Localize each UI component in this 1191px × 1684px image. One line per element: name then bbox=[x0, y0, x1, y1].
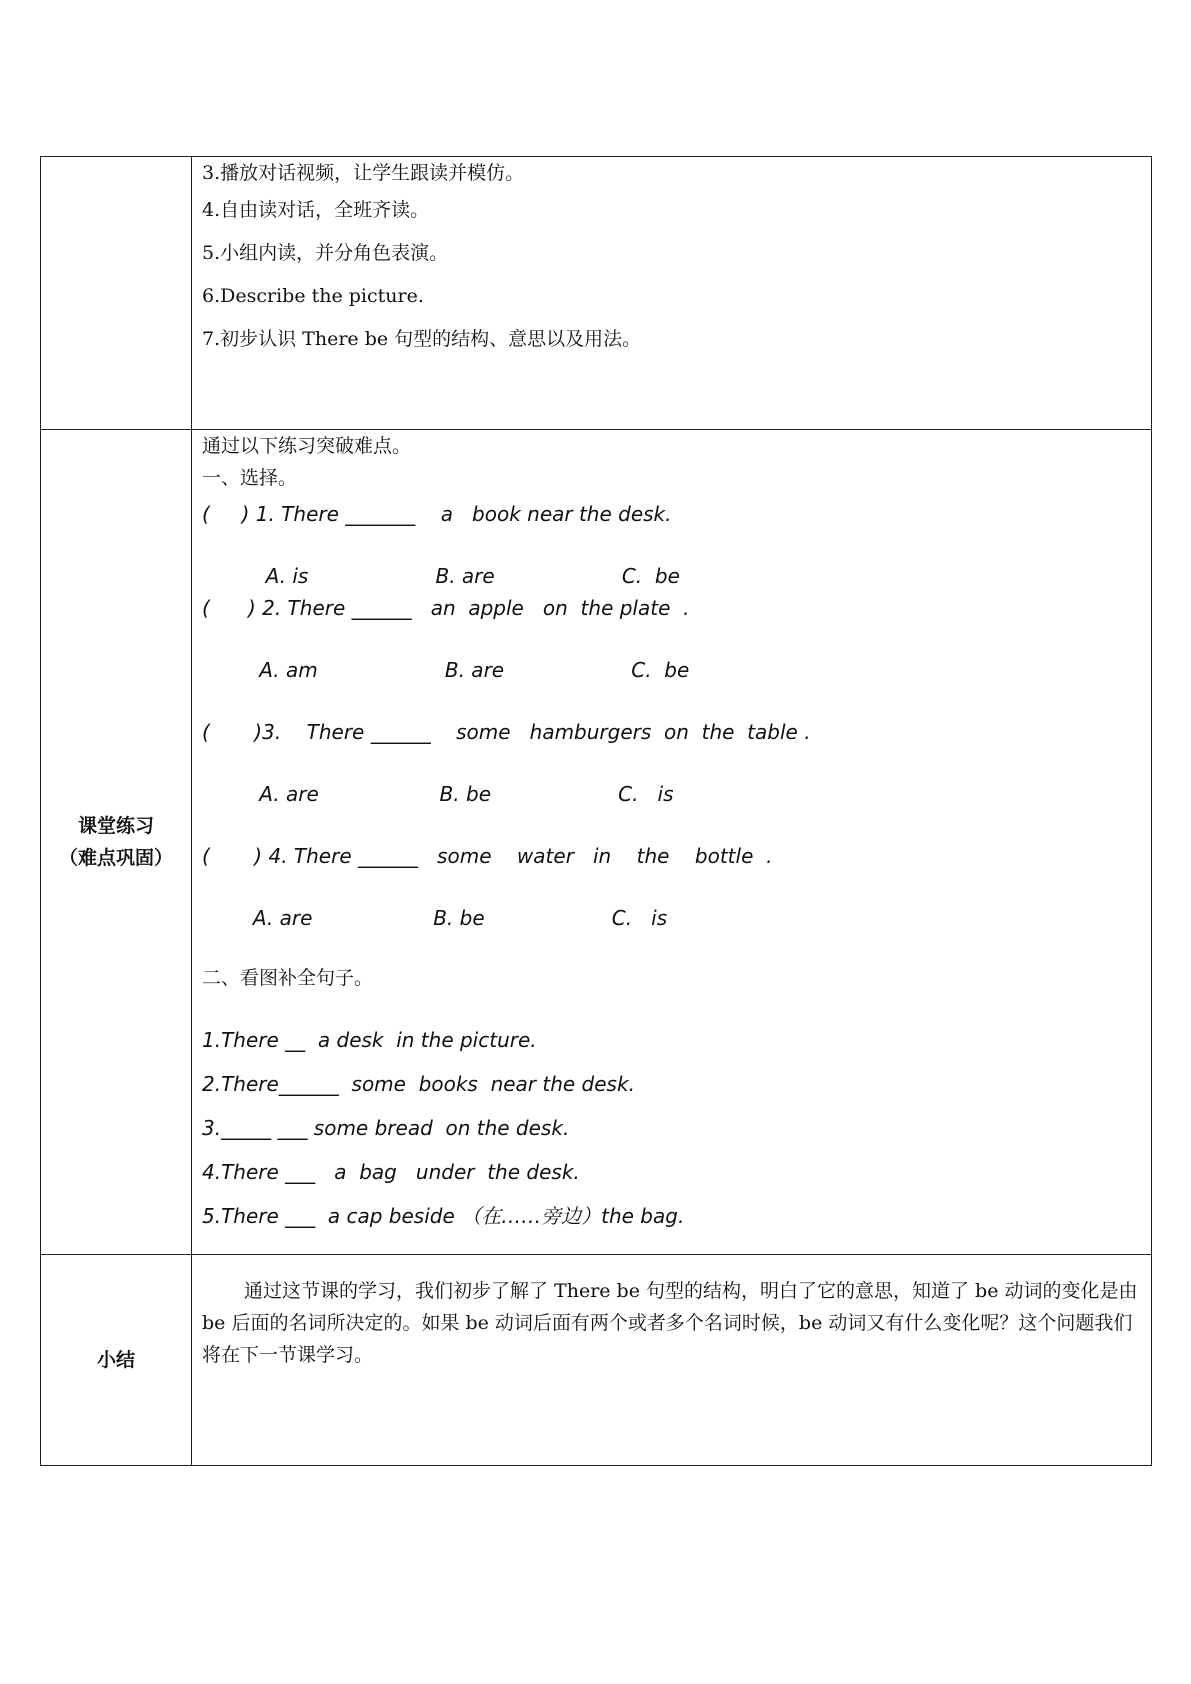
practice-label-line1: 课堂练习 bbox=[77, 815, 154, 837]
procedure-cell bbox=[192, 157, 1152, 430]
fill-item: 3._____ ___ some bread on the desk. bbox=[202, 1116, 570, 1140]
question-stem: ( ) 1. There _______ a book near the desk. bbox=[202, 502, 672, 526]
fill-list bbox=[202, 1018, 1141, 1238]
step-item: 6.Describe the picture. bbox=[202, 285, 424, 307]
summary-cell bbox=[192, 1255, 1152, 1466]
practice-label-line2: （难点巩固） bbox=[58, 847, 173, 869]
fill-item: 5.There ___ a cap beside （在……旁边）the bag. bbox=[202, 1204, 685, 1228]
row-label-summary: 小结 bbox=[41, 1255, 192, 1466]
step-item: 3.播放对话视频，让学生跟读并模仿。 bbox=[202, 162, 525, 184]
table-row bbox=[41, 157, 1152, 430]
question-options: A. is B. are C. be bbox=[202, 564, 680, 588]
part2-title: 二、看图补全句子。 bbox=[202, 967, 374, 989]
step-item: 4.自由读对话，全班齐读。 bbox=[202, 199, 430, 221]
question-options: A. are B. be C. is bbox=[202, 906, 668, 930]
question-stem: ( )3. There ______ some hamburgers on the table . bbox=[202, 720, 811, 744]
part1-title: 一、选择。 bbox=[202, 467, 298, 489]
fill-item: 2.There______ some books near the desk. bbox=[202, 1072, 635, 1096]
fill-item: 4.There ___ a bag under the desk. bbox=[202, 1160, 580, 1184]
summary-text: 通过这节课的学习，我们初步了解了 There be 句型的结构，明白了它的意思，知道了 be 动词的变化是由 be 后面的名词所决定的。如果 be 动词后面有两个或者多个名词时候，be 动词又有什么变化呢？这个问题我们将在下一节课学习。 bbox=[202, 1280, 1138, 1366]
lesson-plan-table bbox=[40, 156, 1152, 1466]
practice-intro: 通过以下练习突破难点。 bbox=[202, 435, 412, 457]
step-item: 7.初步认识 There be 句型的结构、意思以及用法。 bbox=[202, 328, 642, 350]
fill-item: 1.There __ a desk in the picture. bbox=[202, 1028, 537, 1052]
question-options: A. am B. are C. be bbox=[202, 658, 690, 682]
step-item: 5.小组内读，并分角色表演。 bbox=[202, 242, 449, 264]
table-row bbox=[41, 1255, 1152, 1466]
question-stem: ( ) 2. There ______ an apple on the plate . bbox=[202, 596, 690, 620]
practice-cell bbox=[192, 430, 1152, 1255]
row-label-empty bbox=[41, 157, 192, 430]
table-row bbox=[41, 430, 1152, 1255]
question-options: A. are B. be C. is bbox=[202, 782, 674, 806]
row-label-practice bbox=[41, 430, 192, 1255]
question-stem: ( ) 4. There ______ some water in the bottle . bbox=[202, 844, 773, 868]
